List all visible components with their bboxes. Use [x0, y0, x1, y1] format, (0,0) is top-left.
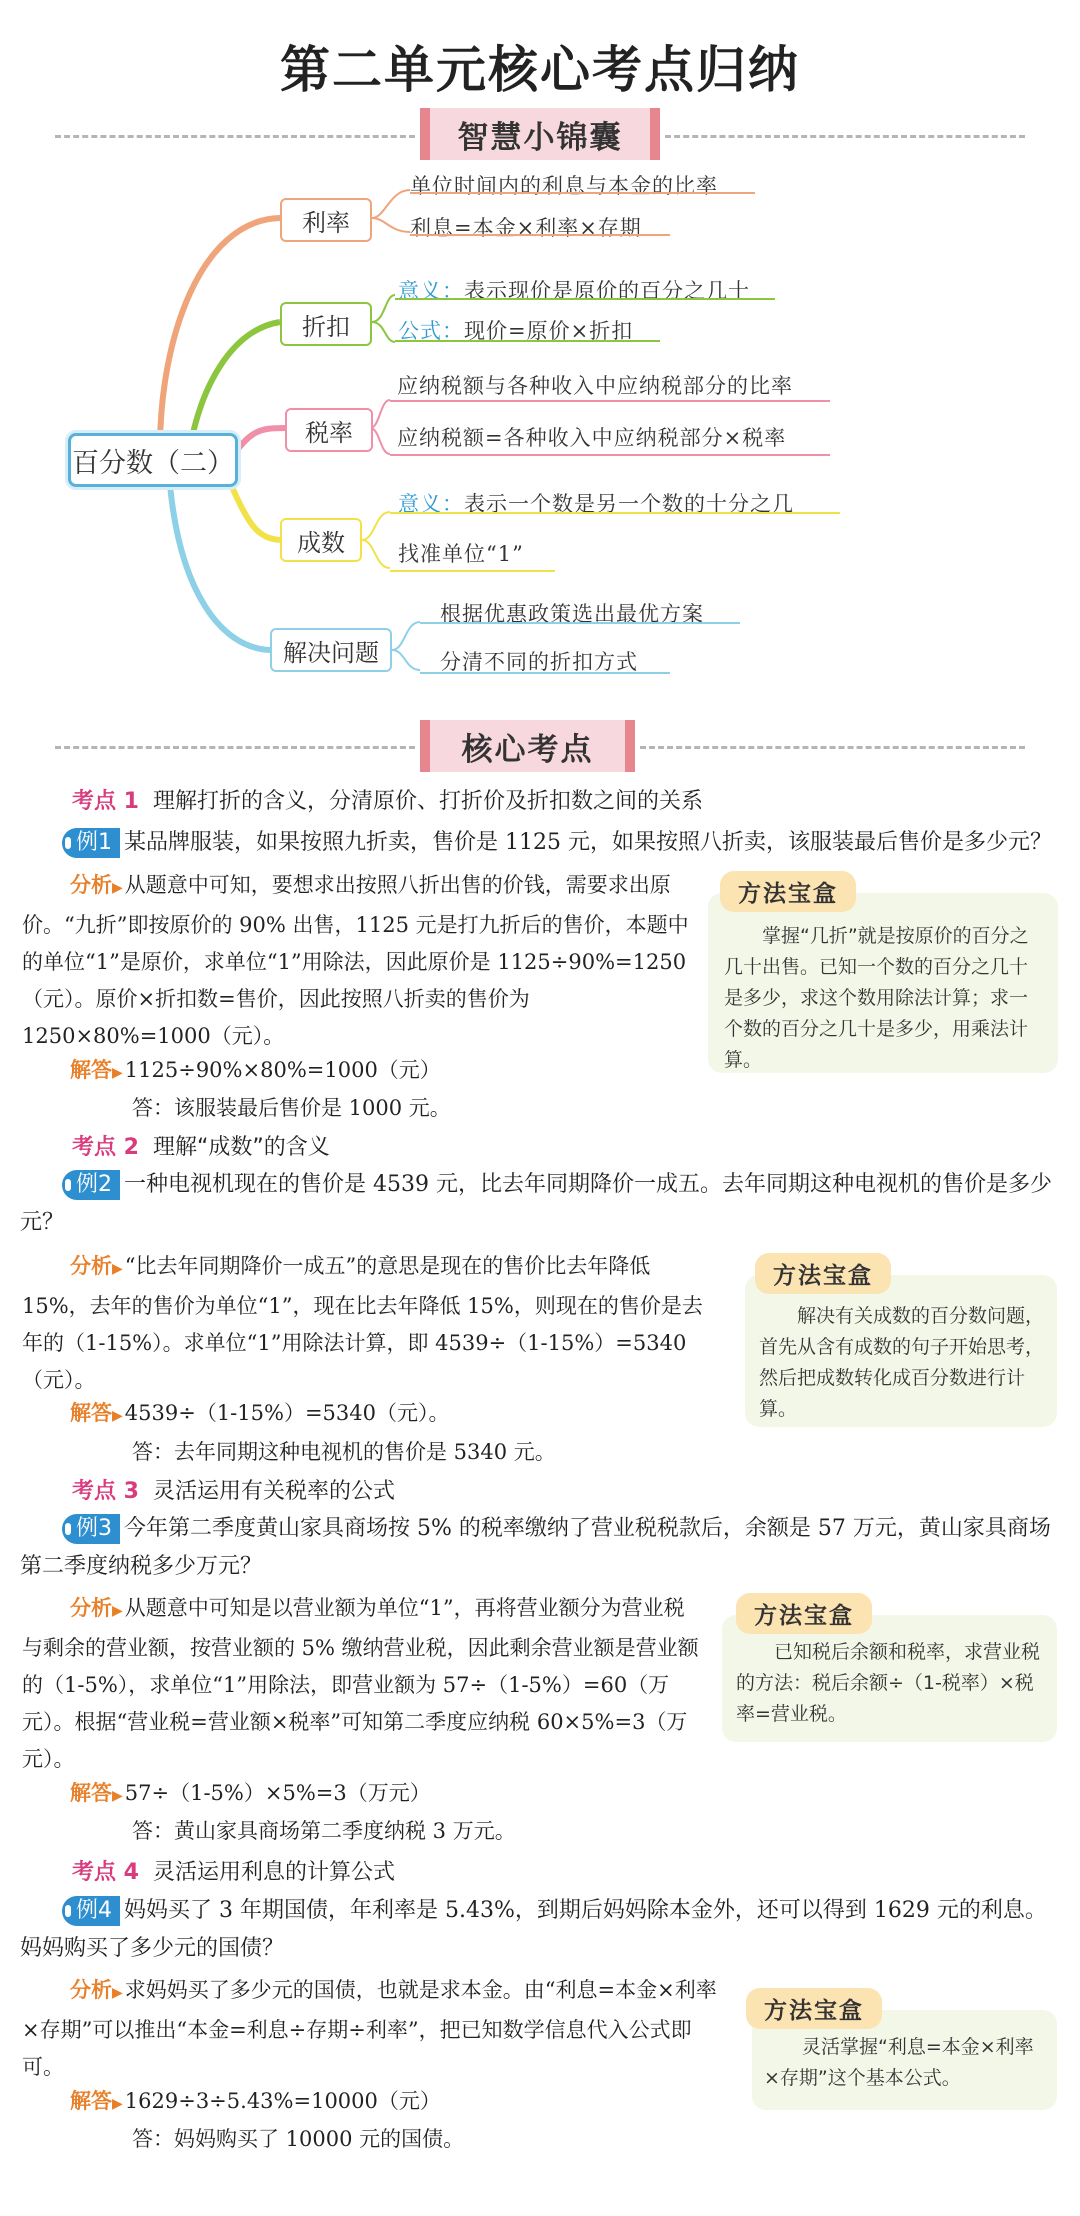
method-box-2: 方法宝盒 解决有关成数的百分数问题，首先从含有成数的句子开始思考，然后把成数转化成百分数进行计算。 [745, 1275, 1057, 1427]
analysis-4: 分析▶求妈妈买了多少元的国债，也就是求本金。由“利息=本金×利率×存期”可以推出“本金=利息÷存期÷利率”，把已知数学信息代入公式即可。 [22, 1978, 717, 2079]
leaf-chengshu-meaning: 意义：表示一个数是另一个数的十分之几 [398, 492, 794, 516]
method-box-title: 方法宝盒 [755, 1253, 891, 1294]
conclusion-4: 答：妈妈购买了 10000 元的国债。 [132, 2127, 465, 2151]
leaf-interest-def: 单位时间内的利息与本金的比率 [410, 174, 718, 198]
conclusion-2: 答：去年同期这种电视机的售价是 5340 元。 [132, 1440, 556, 1464]
method-box-1: 方法宝盒 掌握“几折”就是按原价的百分之几十出售。已知一个数的百分之几十是多少，求这个数用除法计算；求一个数的百分之几十是多少，用乘法计算。 [708, 893, 1058, 1073]
connector-interest [160, 218, 280, 448]
divider-left [55, 135, 415, 138]
example-1: 例1 某品牌服装，如果按照九折卖，售价是 1125 元，如果按照八折卖，该服装最后售价是多少元？ [62, 824, 1052, 862]
example-3: 例3 今年第二季度黄山家具商场按 5% 的税率缴纳了营业税税款后，余额是 57 万元，黄山家具商场第二季度纳税多少万元？ [20, 1516, 1051, 1579]
method-box-4: 方法宝盒 灵活掌握“利息=本金×利率×存期”这个基本公式。 [752, 2010, 1057, 2110]
answer-4: 解答▶1629÷3÷5.43%=10000（元） [70, 2089, 441, 2113]
branch-interest-rate: 利率 [280, 198, 372, 242]
method-box-title: 方法宝盒 [746, 1988, 882, 2029]
divider-right-2 [640, 746, 1025, 749]
banner-wisdom-tips: 智慧小锦囊 [420, 108, 660, 160]
branch-chengshu: 成数 [280, 518, 362, 562]
mindmap-root: 百分数（二） [68, 433, 238, 487]
kaodian-2: 考点 2 理解“成数”的含义 [72, 1135, 330, 1160]
banner-core-points: 核心考点 [420, 720, 635, 772]
connector-tax [230, 428, 285, 460]
kaodian-3: 考点 3 灵活运用有关税率的公式 [72, 1479, 395, 1504]
conclusion-1: 答：该服装最后售价是 1000 元。 [132, 1096, 451, 1120]
analysis-2: 分析▶“比去年同期降价一成五”的意思是现在的售价比去年降低 15%，去年的售价为单位“1”，现在比去年降低 15%，则现在的售价是去年的（1-15%）。求单位“1”用除法计算，即 4539÷（1-15%）=5340（元）。 [22, 1254, 703, 1392]
leaf-problems-discount-methods: 分清不同的折扣方式 [440, 650, 638, 674]
answer-3: 解答▶57÷（1-5%）×5%=3（万元） [70, 1781, 431, 1805]
leaf-problems-best-plan: 根据优惠政策选出最优方案 [440, 602, 704, 626]
kaodian-4: 考点 4 灵活运用利息的计算公式 [72, 1860, 395, 1885]
answer-2: 解答▶4539÷（1-15%）=5340（元）。 [70, 1401, 450, 1425]
branch-tax-rate: 税率 [285, 408, 373, 452]
branch-problem-solving: 解决问题 [270, 628, 392, 672]
kaodian-1: 考点 1 理解打折的含义，分清原价、打折价及折扣数之间的关系 [72, 789, 703, 814]
analysis-1: 分析▶从题意中可知，要想求出按照八折出售的价钱，需要求出原价。“九折”即按原价的 90% 出售，1125 元是打九折后的售价，本题中的单位“1”是原价，求单位“1”用除法，因此原价是 1125÷90%=1250（元）。原价×折扣数=售价，因此按照八折卖的售价为 1250×80%=1000（元）。 [22, 873, 689, 1048]
connector-chengshu [230, 482, 280, 540]
conclusion-3: 答：黄山家具商场第二季度纳税 3 万元。 [132, 1819, 516, 1843]
method-box-3: 方法宝盒 已知税后余额和税率，求营业税的方法：税后余额÷（1-税率）×税率=营业税。 [722, 1615, 1057, 1742]
leaf-discount-formula: 公式：现价=原价×折扣 [398, 319, 634, 343]
answer-1: 解答▶1125÷90%×80%=1000（元） [70, 1058, 441, 1082]
leaf-chengshu-unit: 找准单位“1” [398, 542, 524, 566]
example-4: 例4 妈妈买了 3 年期国债，年利率是 5.43%，到期后妈妈除本金外，还可以得到 1629 元的利息。妈妈购买了多少元的国债？ [20, 1898, 1047, 1961]
branch-discount: 折扣 [280, 302, 372, 346]
leaf-discount-meaning: 意义：表示现价是原价的百分之几十 [398, 279, 750, 303]
page-title: 第二单元核心考点归纳 [280, 41, 800, 99]
method-box-title: 方法宝盒 [736, 1593, 872, 1634]
leaf-tax-formula: 应纳税额=各种收入中应纳税部分×税率 [397, 426, 787, 450]
divider-left-2 [55, 746, 415, 749]
leaf-tax-def: 应纳税额与各种收入中应纳税部分的比率 [397, 374, 793, 398]
method-box-title: 方法宝盒 [720, 871, 856, 912]
connector-problems [170, 485, 270, 650]
leaf-interest-formula: 利息=本金×利率×存期 [410, 216, 642, 240]
example-2: 例2 一种电视机现在的售价是 4539 元，比去年同期降价一成五。去年同期这种电视机的售价是多少元？ [20, 1172, 1052, 1235]
divider-right [665, 135, 1025, 138]
analysis-3: 分析▶从题意中可知是以营业额为单位“1”，再将营业额分为营业税与剩余的营业额，按营业额的 5% 缴纳营业税，因此剩余营业额是营业额的（1-5%），求单位“1”用除法，即营业额为 57÷（1-5%）=60（万元）。根据“营业税=营业额×税率”可知第二季度应纳税 60×5%=3（万元）。 [22, 1596, 699, 1771]
